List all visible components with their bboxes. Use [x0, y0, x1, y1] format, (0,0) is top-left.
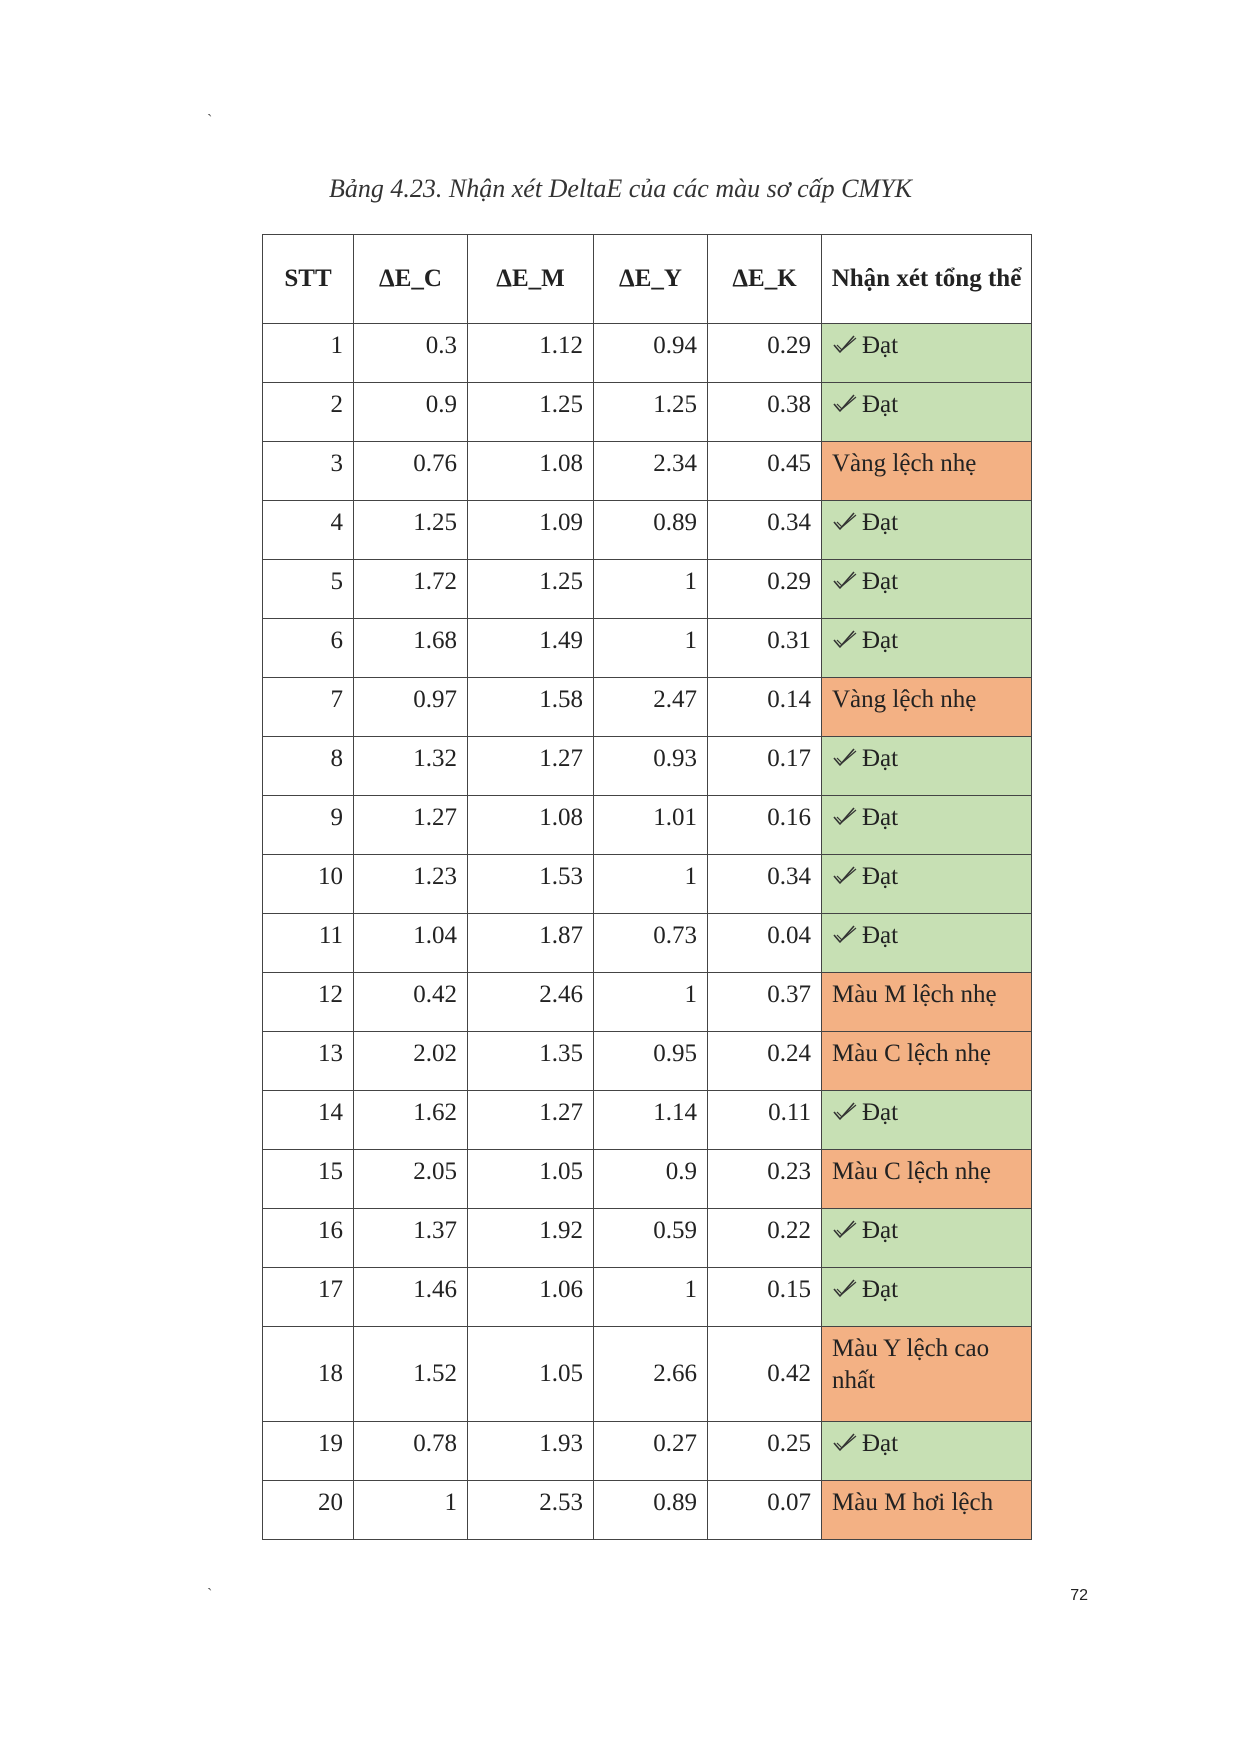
cell-delta-m: 2.53	[468, 1481, 594, 1540]
table-header-row	[263, 235, 1032, 324]
cell-delta-c: 1.25	[354, 501, 468, 560]
cell-delta-y: 0.95	[594, 1032, 708, 1091]
remark-text: Màu C lệch nhẹ	[832, 1158, 991, 1185]
cell-remark	[822, 1327, 1032, 1422]
cell-delta-c: 1.23	[354, 855, 468, 914]
cell-delta-c: 1.37	[354, 1209, 468, 1268]
cell-delta-k: 0.31	[708, 619, 822, 678]
cell-stt: 11	[263, 914, 354, 973]
cell-stt: 8	[263, 737, 354, 796]
double-checkmark-icon	[832, 509, 858, 531]
double-checkmark-icon	[832, 1217, 858, 1239]
cell-delta-k: 0.07	[708, 1481, 822, 1540]
double-checkmark-icon	[832, 627, 858, 649]
cell-delta-y: 0.27	[594, 1422, 708, 1481]
cell-delta-m: 1.92	[468, 1209, 594, 1268]
cell-delta-y: 1.01	[594, 796, 708, 855]
cell-delta-m: 1.58	[468, 678, 594, 737]
cell-stt: 10	[263, 855, 354, 914]
cell-delta-y: 2.34	[594, 442, 708, 501]
cell-delta-m: 1.87	[468, 914, 594, 973]
cell-delta-m: 1.35	[468, 1032, 594, 1091]
table-row	[263, 1422, 1032, 1481]
double-checkmark-icon	[832, 1276, 858, 1298]
cell-delta-y: 1	[594, 973, 708, 1032]
remark-text: Đạt	[862, 1217, 899, 1244]
table-row	[263, 501, 1032, 560]
table-row	[263, 1032, 1032, 1091]
remark-text: Đạt	[862, 1099, 899, 1126]
header-delta-y: ΔE_Y	[594, 235, 708, 324]
cell-delta-k: 0.16	[708, 796, 822, 855]
cell-stt: 17	[263, 1268, 354, 1327]
cell-delta-y: 2.47	[594, 678, 708, 737]
stray-mark-top: `	[207, 112, 213, 129]
remark-text: Đạt	[862, 1276, 899, 1303]
cell-remark	[822, 560, 1032, 619]
header-stt: STT	[263, 235, 354, 324]
cell-remark	[822, 1150, 1032, 1209]
cell-remark	[822, 855, 1032, 914]
cell-delta-c: 1.04	[354, 914, 468, 973]
table-row	[263, 796, 1032, 855]
table-row	[263, 855, 1032, 914]
cell-stt: 7	[263, 678, 354, 737]
remark-text: Đạt	[862, 509, 899, 536]
cell-delta-c: 0.78	[354, 1422, 468, 1481]
cell-stt: 2	[263, 383, 354, 442]
header-remark: Nhận xét tổng thể	[822, 235, 1032, 324]
cell-delta-c: 0.9	[354, 383, 468, 442]
cell-delta-m: 1.49	[468, 619, 594, 678]
cell-delta-m: 1.93	[468, 1422, 594, 1481]
cell-stt: 14	[263, 1091, 354, 1150]
table-caption: Bảng 4.23. Nhận xét DeltaE của các màu sơ cấp CMYK	[329, 174, 912, 203]
table-row	[263, 1327, 1032, 1422]
double-checkmark-icon	[832, 745, 858, 767]
double-checkmark-icon	[832, 1430, 858, 1452]
remark-text: Vàng lệch nhẹ	[832, 450, 977, 477]
cell-stt: 19	[263, 1422, 354, 1481]
cell-delta-m: 1.25	[468, 560, 594, 619]
cell-delta-c: 1	[354, 1481, 468, 1540]
remark-text: Đạt	[862, 568, 899, 595]
cell-stt: 1	[263, 324, 354, 383]
cell-stt: 18	[263, 1327, 354, 1422]
cell-delta-y: 0.59	[594, 1209, 708, 1268]
cell-delta-m: 1.05	[468, 1327, 594, 1422]
cell-remark	[822, 1481, 1032, 1540]
cell-delta-c: 1.62	[354, 1091, 468, 1150]
cell-delta-k: 0.29	[708, 560, 822, 619]
cell-delta-m: 1.25	[468, 383, 594, 442]
cell-delta-c: 2.05	[354, 1150, 468, 1209]
cell-delta-m: 1.08	[468, 796, 594, 855]
cell-delta-k: 0.14	[708, 678, 822, 737]
cell-remark	[822, 1032, 1032, 1091]
cell-delta-y: 1	[594, 619, 708, 678]
table-row	[263, 324, 1032, 383]
cell-remark	[822, 1268, 1032, 1327]
table-row	[263, 737, 1032, 796]
remark-text: Màu M lệch nhẹ	[832, 981, 997, 1008]
cell-delta-k: 0.23	[708, 1150, 822, 1209]
double-checkmark-icon	[832, 804, 858, 826]
table-row	[263, 560, 1032, 619]
cell-stt: 3	[263, 442, 354, 501]
cell-remark	[822, 796, 1032, 855]
cell-stt: 12	[263, 973, 354, 1032]
table-row	[263, 1268, 1032, 1327]
table-row	[263, 914, 1032, 973]
cell-delta-m: 1.09	[468, 501, 594, 560]
cell-delta-m: 2.46	[468, 973, 594, 1032]
cell-remark	[822, 383, 1032, 442]
table-row	[263, 1091, 1032, 1150]
deltae-table	[262, 234, 1032, 1540]
cell-delta-k: 0.38	[708, 383, 822, 442]
cell-delta-c: 1.32	[354, 737, 468, 796]
cell-delta-c: 1.72	[354, 560, 468, 619]
cell-remark	[822, 1209, 1032, 1268]
cell-delta-c: 1.46	[354, 1268, 468, 1327]
cell-remark	[822, 324, 1032, 383]
cell-delta-m: 1.05	[468, 1150, 594, 1209]
remark-text: Đạt	[862, 745, 899, 772]
remark-text: Màu C lệch nhẹ	[832, 1040, 991, 1067]
cell-delta-k: 0.29	[708, 324, 822, 383]
header-delta-k: ΔE_K	[708, 235, 822, 324]
cell-delta-k: 0.37	[708, 973, 822, 1032]
cell-delta-k: 0.34	[708, 501, 822, 560]
cell-remark	[822, 678, 1032, 737]
cell-delta-c: 1.52	[354, 1327, 468, 1422]
table-row	[263, 973, 1032, 1032]
cell-delta-c: 0.3	[354, 324, 468, 383]
cell-remark	[822, 442, 1032, 501]
remark-text: Đạt	[862, 332, 899, 359]
cell-delta-m: 1.06	[468, 1268, 594, 1327]
table-row	[263, 1150, 1032, 1209]
table-row	[263, 619, 1032, 678]
cell-remark	[822, 1422, 1032, 1481]
cell-delta-c: 1.68	[354, 619, 468, 678]
remark-text: Đạt	[862, 627, 899, 654]
cell-delta-k: 0.24	[708, 1032, 822, 1091]
cell-stt: 9	[263, 796, 354, 855]
cell-delta-k: 0.22	[708, 1209, 822, 1268]
cell-delta-y: 1	[594, 855, 708, 914]
remark-text: Vàng lệch nhẹ	[832, 686, 977, 713]
cell-delta-y: 1	[594, 560, 708, 619]
cell-stt: 15	[263, 1150, 354, 1209]
remark-text: Màu Y lệch cao nhất	[832, 1335, 990, 1394]
cell-stt: 4	[263, 501, 354, 560]
cell-delta-y: 1	[594, 1268, 708, 1327]
cell-delta-y: 0.89	[594, 501, 708, 560]
double-checkmark-icon	[832, 922, 858, 944]
table-row	[263, 678, 1032, 737]
remark-text: Đạt	[862, 922, 899, 949]
cell-stt: 20	[263, 1481, 354, 1540]
cell-remark	[822, 501, 1032, 560]
cell-remark	[822, 914, 1032, 973]
header-delta-c: ΔE_C	[354, 235, 468, 324]
remark-text: Màu M hơi lệch	[832, 1489, 994, 1516]
cell-delta-m: 1.12	[468, 324, 594, 383]
cell-stt: 5	[263, 560, 354, 619]
cell-delta-k: 0.04	[708, 914, 822, 973]
cell-delta-y: 0.9	[594, 1150, 708, 1209]
cell-delta-y: 2.66	[594, 1327, 708, 1422]
table-row	[263, 1209, 1032, 1268]
cell-delta-c: 2.02	[354, 1032, 468, 1091]
double-checkmark-icon	[832, 863, 858, 885]
table-row	[263, 383, 1032, 442]
table-row	[263, 1481, 1032, 1540]
header-delta-m: ΔE_M	[468, 235, 594, 324]
page-number: 72	[1070, 1587, 1088, 1604]
cell-delta-c: 0.97	[354, 678, 468, 737]
cell-delta-m: 1.53	[468, 855, 594, 914]
double-checkmark-icon	[832, 1099, 858, 1121]
cell-stt: 13	[263, 1032, 354, 1091]
double-checkmark-icon	[832, 391, 858, 413]
double-checkmark-icon	[832, 332, 858, 354]
cell-delta-m: 1.27	[468, 737, 594, 796]
cell-delta-k: 0.17	[708, 737, 822, 796]
cell-delta-m: 1.27	[468, 1091, 594, 1150]
cell-stt: 6	[263, 619, 354, 678]
cell-delta-m: 1.08	[468, 442, 594, 501]
cell-delta-y: 1.25	[594, 383, 708, 442]
remark-text: Đạt	[862, 1430, 899, 1457]
cell-delta-k: 0.25	[708, 1422, 822, 1481]
cell-delta-c: 1.27	[354, 796, 468, 855]
cell-delta-y: 0.93	[594, 737, 708, 796]
cell-delta-k: 0.42	[708, 1327, 822, 1422]
cell-delta-y: 0.73	[594, 914, 708, 973]
table-row	[263, 442, 1032, 501]
cell-remark	[822, 1091, 1032, 1150]
cell-stt: 16	[263, 1209, 354, 1268]
cell-remark	[822, 973, 1032, 1032]
cell-remark	[822, 619, 1032, 678]
cell-delta-k: 0.45	[708, 442, 822, 501]
cell-delta-c: 0.76	[354, 442, 468, 501]
double-checkmark-icon	[832, 568, 858, 590]
cell-delta-y: 0.89	[594, 1481, 708, 1540]
cell-delta-k: 0.34	[708, 855, 822, 914]
stray-mark-bottom: `	[207, 1586, 213, 1603]
cell-delta-y: 1.14	[594, 1091, 708, 1150]
cell-delta-k: 0.15	[708, 1268, 822, 1327]
remark-text: Đạt	[862, 804, 899, 831]
cell-delta-k: 0.11	[708, 1091, 822, 1150]
remark-text: Đạt	[862, 391, 899, 418]
cell-delta-y: 0.94	[594, 324, 708, 383]
cell-delta-c: 0.42	[354, 973, 468, 1032]
remark-text: Đạt	[862, 863, 899, 890]
cell-remark	[822, 737, 1032, 796]
